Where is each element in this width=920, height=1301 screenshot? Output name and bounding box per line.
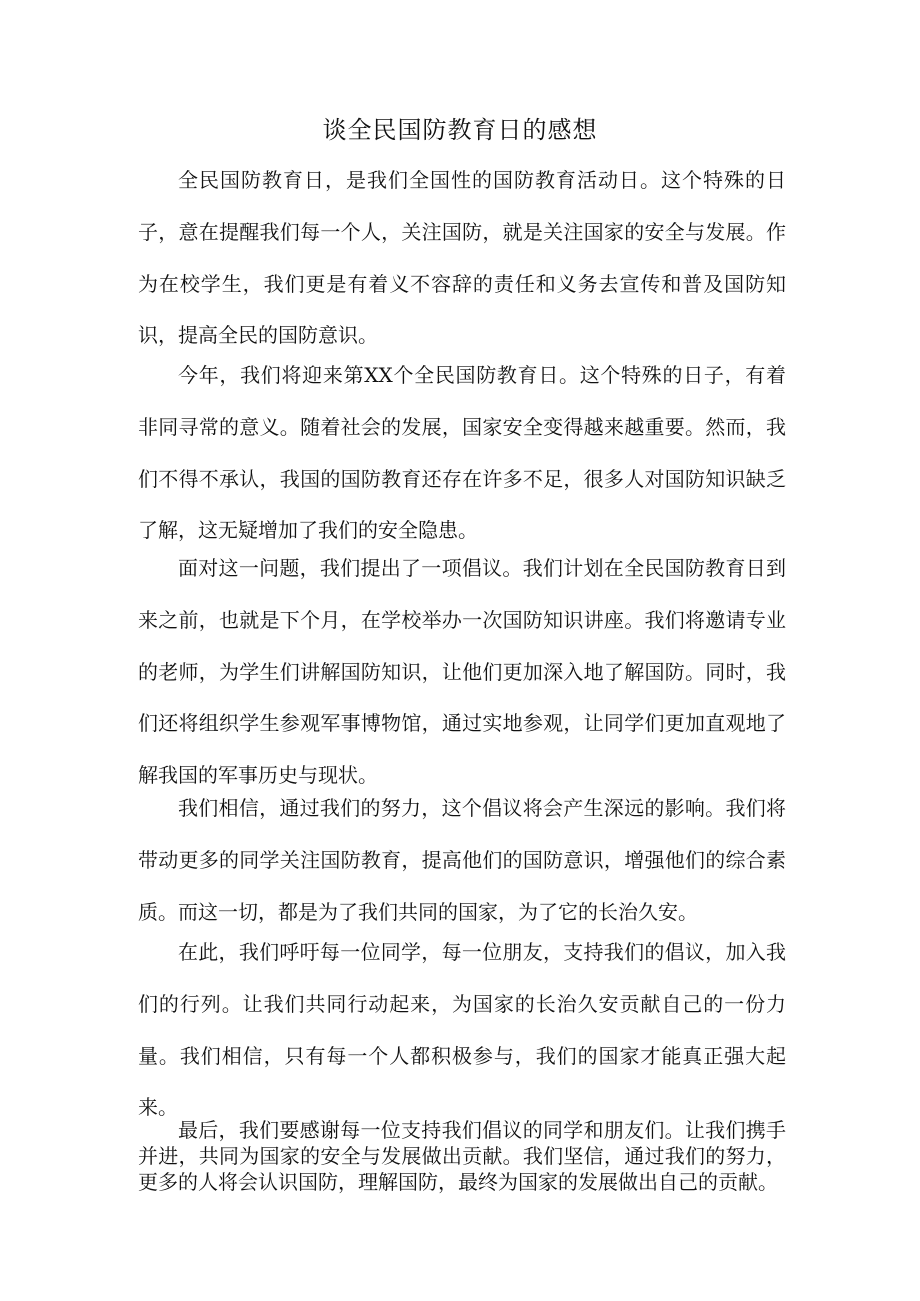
paragraph-1: 全民国防教育日，是我们全国性的国防教育活动日。这个特殊的日子，意在提醒我们每一个人，关注国防，就是关注国家的安全与发展。作为在校学生，我们更是有着义不容辞的责任和义务去宣传和普及国防知识，提高全民的国防意识。 (138, 168, 786, 348)
paragraph-5: 在此，我们呼吁每一位同学，每一位朋友，支持我们的倡议，加入我们的行列。让我们共同行动起来，为国家的长治久安贡献自己的一份力量。我们相信，只有每一个人都积极参与，我们的国家才能真正强大起来。 (138, 940, 786, 1120)
paragraph-3: 面对这一问题，我们提出了一项倡议。我们计划在全民国防教育日到来之前，也就是下个月，在学校举办一次国防知识讲座。我们将邀请专业的老师，为学生们讲解国防知识，让他们更加深入地了解国防。同时，我们还将组织学生参观军事博物馆，通过实地参观，让同学们更加直观地了解我国的军事历史与现状。 (138, 556, 786, 788)
paragraph-6: 最后，我们要感谢每一位支持我们倡议的同学和朋友们。让我们携手并进，共同为国家的安全与发展做出贡献。我们坚信，通过我们的努力，更多的人将会认识国防，理解国防，最终为国家的发展做出自己的贡献。 (138, 1118, 786, 1194)
document-title: 谈全民国防教育日的感想 (322, 116, 598, 144)
paragraph-2: 今年，我们将迎来第XX个全民国防教育日。这个特殊的日子，有着非同寻常的意义。随着社会的发展，国家安全变得越来越重要。然而，我们不得不承认，我国的国防教育还存在许多不足，很多人对国防知识缺乏了解，这无疑增加了我们的安全隐患。 (138, 363, 786, 543)
paragraph-4: 我们相信，通过我们的努力，这个倡议将会产生深远的影响。我们将带动更多的同学关注国防教育，提高他们的国防意识，增强他们的综合素质。而这一切，都是为了我们共同的国家，为了它的长治久安。 (138, 796, 786, 924)
